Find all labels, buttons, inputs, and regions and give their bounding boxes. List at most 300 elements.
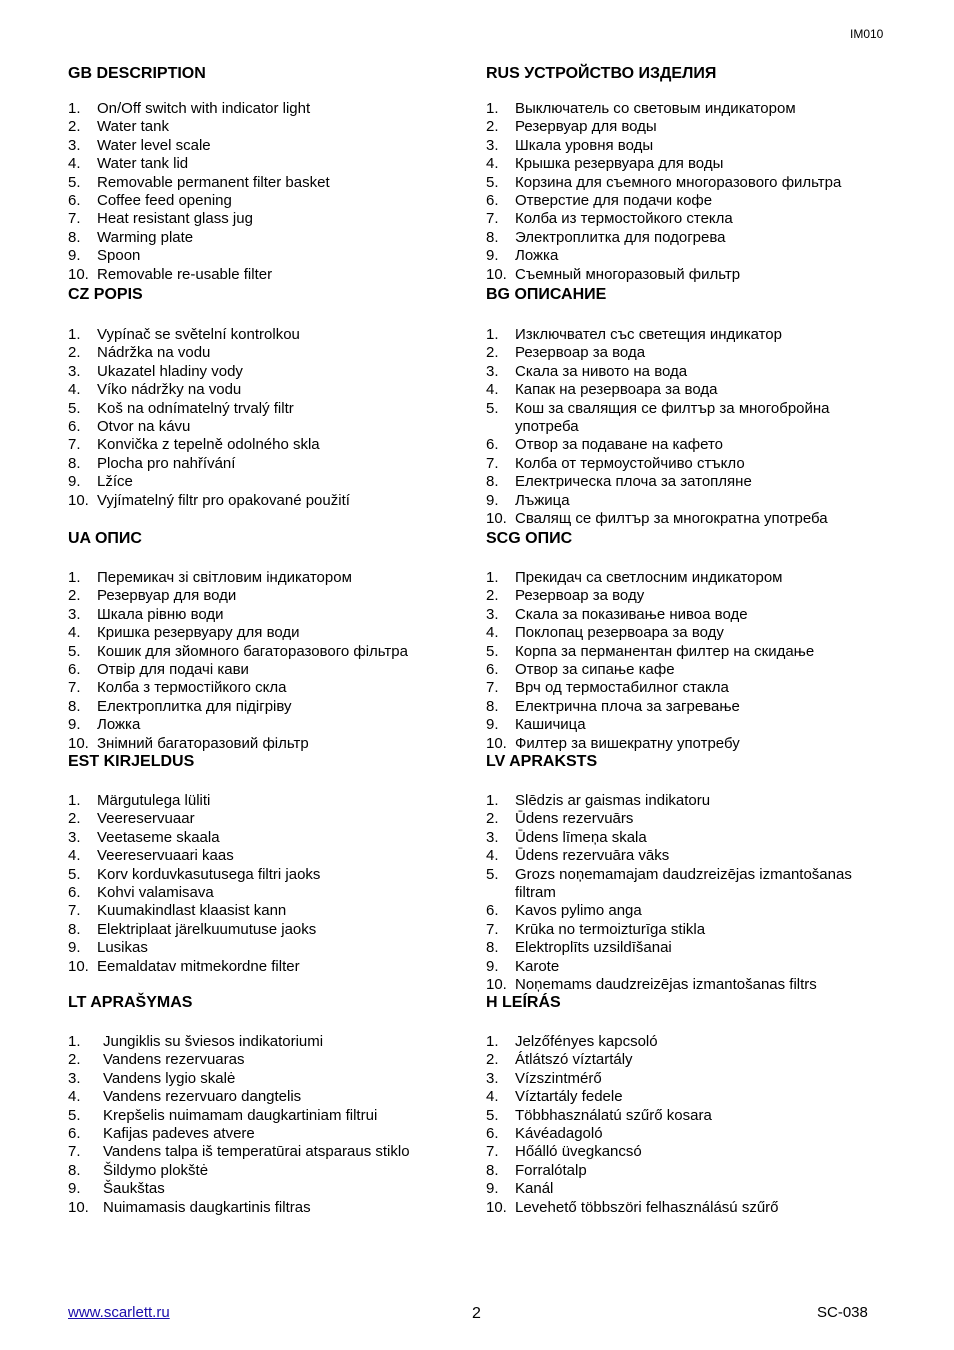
list-item	[486, 174, 886, 192]
list-item	[486, 229, 886, 247]
list-item	[68, 118, 478, 136]
item-text: Jelzőfényes kapcsoló	[515, 1033, 658, 1050]
item-number: 8.	[68, 920, 81, 938]
item-text: Выключатель со световым индикатором	[515, 100, 796, 117]
list-item	[68, 326, 478, 344]
item-text: Резервуар для воды	[515, 118, 657, 136]
item-list	[68, 100, 478, 284]
item-number: 5.	[68, 1106, 81, 1124]
item-number: 6.	[486, 1125, 499, 1143]
item-text: Крышка резервуара для воды	[515, 155, 724, 173]
item-text: Krūka no termoizturīga stikla	[515, 920, 706, 938]
list-item	[486, 137, 886, 155]
list-item	[486, 210, 886, 228]
item-number: 6.	[486, 661, 499, 679]
list-item	[486, 716, 886, 734]
item-text: Märgutulega lüliti	[97, 792, 211, 809]
list-item	[486, 247, 886, 265]
item-text: Колба от термоустойчиво стъкло	[515, 454, 745, 472]
item-text: Электроплитка для подогрева	[515, 228, 726, 246]
list-item	[486, 606, 886, 624]
item-text: Vyjímatelný filtr pro opakované použití	[97, 491, 350, 509]
item-text: Víko nádržky na vodu	[97, 381, 242, 399]
item-number: 2.	[486, 118, 499, 136]
list-item	[68, 100, 478, 118]
list-item	[68, 155, 478, 173]
list-item	[486, 363, 886, 381]
item-number: 4.	[68, 847, 81, 865]
item-number: 8.	[486, 1161, 499, 1179]
list-item	[486, 866, 886, 903]
item-list	[68, 792, 478, 976]
item-text: Átlátszó víztartály	[515, 1051, 633, 1069]
list-item	[68, 939, 478, 957]
item-number: 3.	[68, 828, 81, 846]
item-text: On/Off switch with indicator light	[97, 100, 311, 117]
item-number: 9.	[68, 716, 81, 734]
item-text: Резервоар за воду	[515, 587, 645, 605]
item-number: 6.	[486, 436, 499, 454]
section-rus	[486, 64, 886, 284]
item-text: Знімний багаторазовий фільтр	[97, 734, 309, 752]
item-number: 7.	[486, 210, 499, 228]
item-number: 3.	[486, 362, 499, 380]
item-number: 1.	[68, 569, 81, 586]
section-lt	[68, 993, 478, 1217]
item-text: Филтер за вишекратну употребу	[515, 734, 740, 752]
item-text: Електрическа плоча за затопляне	[515, 473, 752, 491]
list-item	[486, 1051, 886, 1069]
item-list	[68, 1033, 478, 1217]
item-number: 1.	[486, 326, 499, 343]
item-text: Kávéadagoló	[515, 1125, 603, 1143]
list-item	[68, 455, 478, 473]
item-number: 9.	[486, 247, 499, 265]
item-text: Water tank lid	[97, 155, 189, 173]
item-text: Karote	[515, 957, 560, 975]
list-item	[68, 902, 478, 920]
item-number: 2.	[486, 1051, 499, 1069]
list-item	[68, 174, 478, 192]
item-number: 3.	[68, 136, 81, 154]
list-item	[486, 326, 886, 344]
item-text: Kanál	[515, 1180, 554, 1198]
item-text: Vandens rezervuaras	[103, 1051, 245, 1069]
item-list	[486, 792, 886, 994]
item-list	[486, 100, 886, 284]
item-text: Ūdens rezervuārs	[515, 810, 634, 828]
list-item	[486, 100, 886, 118]
item-text: Скала за нивото на вода	[515, 362, 688, 380]
item-text: Többhasználatú szűrő kosara	[515, 1106, 712, 1124]
list-item	[68, 1070, 478, 1088]
item-number: 5.	[486, 865, 499, 883]
list-item	[68, 266, 478, 284]
list-item	[486, 698, 886, 716]
item-text: Vandens rezervuaro dangtelis	[103, 1088, 302, 1106]
item-number: 7.	[68, 679, 81, 697]
item-number: 10.	[486, 265, 507, 283]
item-number: 4.	[486, 1088, 499, 1106]
item-text: Ūdens līmeņa skala	[515, 828, 647, 846]
item-text: Резервуар для води	[97, 587, 237, 605]
list-item	[486, 1180, 886, 1198]
list-item	[486, 661, 886, 679]
item-number: 1.	[486, 1033, 499, 1050]
item-number: 8.	[68, 228, 81, 246]
item-number: 6.	[486, 902, 499, 920]
item-number: 3.	[486, 605, 499, 623]
list-item	[68, 344, 478, 362]
list-item	[68, 1180, 478, 1198]
item-number: 10.	[68, 265, 89, 283]
section-title: UA ОПИС	[68, 530, 142, 547]
list-item	[68, 400, 478, 418]
item-number: 8.	[486, 228, 499, 246]
item-text: Отвір для подачі кави	[97, 661, 249, 679]
item-text: Резервоар за вода	[515, 344, 646, 362]
item-text: Корпа за перманентан филтер на скидање	[515, 642, 815, 660]
list-item	[486, 902, 886, 920]
item-number: 2.	[486, 344, 499, 362]
item-number: 5.	[486, 1106, 499, 1124]
list-item	[486, 1033, 886, 1051]
list-item	[486, 958, 886, 976]
item-text: Прекидач са светлосним индикатором	[515, 569, 783, 586]
section-title: EST KIRJELDUS	[68, 753, 195, 770]
list-item	[68, 847, 478, 865]
item-number: 7.	[68, 436, 81, 454]
list-item	[486, 624, 886, 642]
item-text: Heat resistant glass jug	[97, 210, 253, 228]
item-text: Coffee feed opening	[97, 192, 232, 210]
item-list	[68, 326, 478, 510]
item-text: Veetaseme skaala	[97, 828, 220, 846]
item-text: Капак на резервоара за вода	[515, 381, 718, 399]
item-number: 6.	[68, 661, 81, 679]
list-item	[68, 1051, 478, 1069]
item-text: Отвор за подаване на кафето	[515, 436, 724, 454]
list-item	[486, 266, 886, 284]
item-number: 3.	[486, 1069, 499, 1087]
item-text: Ложка	[515, 247, 559, 265]
item-text: Vypínač se světelní kontrolkou	[97, 326, 300, 343]
list-item	[68, 137, 478, 155]
item-text: Eemaldatav mitmekordne filter	[97, 957, 300, 975]
item-number: 3.	[68, 362, 81, 380]
section-ua	[68, 529, 478, 753]
item-number: 6.	[68, 1125, 81, 1143]
list-item	[486, 829, 886, 847]
item-number: 8.	[486, 473, 499, 491]
item-list	[68, 569, 478, 753]
list-item	[486, 118, 886, 136]
item-text: Vízszintmérő	[515, 1069, 602, 1087]
item-list	[486, 569, 886, 753]
item-number: 5.	[68, 173, 81, 191]
list-item	[68, 792, 478, 810]
model-code: IM010	[850, 27, 884, 41]
item-number: 5.	[68, 642, 81, 660]
item-text: Konvička z tepelně odolného skla	[97, 436, 320, 454]
item-number: 8.	[68, 697, 81, 715]
item-text: Кошик для зйомного багаторазового фільтра	[97, 642, 408, 660]
section-h	[486, 993, 886, 1217]
item-number: 2.	[68, 1051, 81, 1069]
item-number: 4.	[486, 847, 499, 865]
list-item	[486, 1125, 886, 1143]
item-text: Свалящ се филтър за многократна употреба	[515, 510, 828, 528]
section-title: RUS УСТРОЙСТВО ИЗДЕЛИЯ	[486, 65, 717, 82]
item-list	[486, 326, 886, 528]
item-text: Kavos pylimo anga	[515, 902, 642, 920]
list-item	[486, 1162, 886, 1180]
item-number: 5.	[486, 399, 499, 417]
section-bg	[486, 285, 886, 528]
item-number: 2.	[68, 118, 81, 136]
section-title: LV APRAKSTS	[486, 753, 598, 770]
list-item	[68, 229, 478, 247]
item-text: Кришка резервуару для води	[97, 624, 300, 642]
item-text: Корзина для съемного многоразового фильтра	[515, 173, 842, 191]
item-number: 4.	[486, 155, 499, 173]
section-lv	[486, 752, 886, 994]
section-scg	[486, 529, 886, 753]
item-text: Removable permanent filter basket	[97, 173, 330, 191]
list-item	[68, 921, 478, 939]
list-item	[68, 958, 478, 976]
list-item	[68, 1199, 478, 1217]
section-title: BG ОПИСАНИЕ	[486, 286, 607, 303]
item-number: 2.	[486, 810, 499, 828]
item-text: Levehető többszöri felhasználású szűrő	[515, 1198, 779, 1216]
list-item	[486, 492, 886, 510]
item-text: Отверстие для подачи кофе	[515, 192, 713, 210]
section-title: H LEÍRÁS	[486, 994, 561, 1011]
list-item	[486, 679, 886, 697]
item-number: 8.	[68, 1161, 81, 1179]
list-item	[486, 1107, 886, 1125]
list-item	[486, 921, 886, 939]
item-text: Шкала уровня воды	[515, 136, 654, 154]
item-text: Ложка	[97, 716, 141, 734]
item-text: Elektroplīts uzsildīšanai	[515, 939, 672, 957]
item-number: 7.	[68, 210, 81, 228]
list-item	[68, 866, 478, 884]
item-text: Изключвател със светещия индикатор	[515, 326, 782, 343]
list-item	[68, 810, 478, 828]
item-number: 1.	[68, 100, 81, 117]
item-number: 6.	[68, 884, 81, 902]
list-item	[486, 735, 886, 753]
list-item	[68, 587, 478, 605]
item-number: 7.	[486, 679, 499, 697]
item-text: Veereservuaari kaas	[97, 847, 234, 865]
item-text: Електрична плоча за загревање	[515, 697, 740, 715]
item-number: 9.	[486, 957, 499, 975]
item-number: 7.	[68, 902, 81, 920]
list-item	[68, 884, 478, 902]
list-item	[68, 381, 478, 399]
section-title: SCG ОПИС	[486, 530, 573, 547]
item-text: Лъжица	[515, 491, 570, 509]
list-item	[68, 716, 478, 734]
list-item	[68, 829, 478, 847]
section-title: LT APRAŠYMAS	[68, 994, 193, 1011]
list-item	[68, 492, 478, 510]
list-item	[486, 155, 886, 173]
list-item	[486, 792, 886, 810]
list-item	[486, 344, 886, 362]
item-number: 7.	[68, 1143, 81, 1161]
list-item	[68, 735, 478, 753]
item-text: Nuimamasis daugkartinis filtras	[103, 1198, 311, 1216]
list-item	[68, 569, 478, 587]
item-text: Slēdzis ar gaismas indikatoru	[515, 792, 711, 809]
item-number: 4.	[486, 624, 499, 642]
item-text: Кашичица	[515, 716, 586, 734]
item-number: 5.	[486, 642, 499, 660]
list-item	[486, 643, 886, 661]
item-number: 1.	[68, 792, 81, 809]
item-number: 8.	[486, 697, 499, 715]
list-item	[486, 569, 886, 587]
item-text: Скала за показивање нивоа воде	[515, 605, 748, 623]
section-title: CZ POPIS	[68, 286, 143, 303]
item-text: Krepšelis nuimamam daugkartiniam filtrui	[103, 1106, 378, 1124]
item-text: Електроплитка для підігріву	[97, 697, 292, 715]
item-number: 5.	[68, 399, 81, 417]
list-item	[68, 698, 478, 716]
list-item	[68, 1143, 478, 1161]
item-text: Съемный многоразовый фильтр	[515, 265, 741, 283]
item-text: Lusikas	[97, 939, 148, 957]
item-text: Nádržka na vodu	[97, 344, 211, 362]
item-number: 3.	[486, 828, 499, 846]
item-text: Kohvi valamisava	[97, 884, 214, 902]
item-number: 4.	[486, 381, 499, 399]
list-item	[68, 210, 478, 228]
item-number: 9.	[486, 716, 499, 734]
list-item	[486, 810, 886, 828]
list-item	[68, 624, 478, 642]
website-link[interactable]: www.scarlett.ru	[68, 1304, 170, 1321]
item-text: Forralótalp	[515, 1161, 587, 1179]
item-text: Lžíce	[97, 473, 133, 491]
item-text: Grozs noņemamajam daudzreizējas izmantošanas filtram	[515, 865, 852, 902]
item-number: 10.	[486, 1198, 507, 1216]
item-number: 4.	[68, 1088, 81, 1106]
item-number: 10.	[68, 957, 89, 975]
section-est	[68, 752, 478, 976]
list-item	[486, 587, 886, 605]
item-number: 1.	[68, 326, 81, 343]
item-number: 1.	[486, 792, 499, 809]
item-text: Kafijas padeves atvere	[103, 1125, 255, 1143]
item-text: Jungiklis su šviesos indikatoriumi	[103, 1033, 324, 1050]
item-number: 10.	[68, 734, 89, 752]
item-text: Врч од термостабилног стакла	[515, 679, 729, 697]
item-number: 2.	[486, 587, 499, 605]
document-code: SC-038	[817, 1304, 868, 1321]
item-text: Elektriplaat järelkuumutuse jaoks	[97, 920, 317, 938]
item-text: Removable re-usable filter	[97, 265, 273, 283]
item-text: Water tank	[97, 118, 169, 136]
item-list	[486, 1033, 886, 1217]
item-number: 7.	[486, 454, 499, 472]
item-number: 1.	[68, 1033, 81, 1050]
list-item	[68, 606, 478, 624]
item-text: Water level scale	[97, 136, 211, 154]
item-text: Plocha pro nahřívání	[97, 454, 236, 472]
item-number: 2.	[68, 810, 81, 828]
list-item	[486, 473, 886, 491]
item-number: 10.	[68, 491, 89, 509]
item-text: Korv korduvkasutusega filtri jaoks	[97, 865, 321, 883]
list-item	[486, 400, 886, 437]
item-text: Spoon	[97, 247, 141, 265]
item-number: 9.	[68, 1180, 81, 1198]
list-item	[68, 1088, 478, 1106]
list-item	[486, 1070, 886, 1088]
list-item	[486, 192, 886, 210]
list-item	[68, 247, 478, 265]
item-number: 5.	[68, 865, 81, 883]
list-item	[68, 436, 478, 454]
item-number: 8.	[68, 454, 81, 472]
item-text: Hőálló üvegkancsó	[515, 1143, 642, 1161]
list-item	[68, 192, 478, 210]
item-text: Víztartály fedele	[515, 1088, 623, 1106]
section-cz	[68, 285, 478, 510]
item-number: 9.	[68, 939, 81, 957]
item-number: 1.	[486, 100, 499, 117]
item-text: Ūdens rezervuāra vāks	[515, 847, 670, 865]
list-item	[486, 1199, 886, 1217]
item-text: Ukazatel hladiny vody	[97, 362, 243, 380]
item-number: 7.	[486, 920, 499, 938]
item-text: Warming plate	[97, 228, 194, 246]
list-item	[68, 1125, 478, 1143]
item-number: 5.	[486, 173, 499, 191]
list-item	[68, 363, 478, 381]
item-number: 10.	[68, 1198, 89, 1216]
item-number: 3.	[68, 605, 81, 623]
item-text: Vandens lygio skalė	[103, 1069, 236, 1087]
section-title: GB DESCRIPTION	[68, 65, 206, 82]
item-number: 10.	[486, 510, 507, 528]
item-number: 9.	[68, 473, 81, 491]
item-text: Veereservuaar	[97, 810, 195, 828]
list-item	[486, 381, 886, 399]
item-text: Шкала рівню води	[97, 605, 224, 623]
item-number: 9.	[486, 491, 499, 509]
item-text: Перемикач зі світловим індикатором	[97, 569, 352, 586]
list-item	[68, 473, 478, 491]
item-number: 2.	[68, 587, 81, 605]
item-number: 4.	[68, 624, 81, 642]
item-text: Otvor na kávu	[97, 418, 191, 436]
list-item	[486, 436, 886, 454]
list-item	[68, 679, 478, 697]
item-text: Колба з термостійкого скла	[97, 679, 287, 697]
item-text: Колба из термостойкого стекла	[515, 210, 733, 228]
list-item	[486, 510, 886, 528]
list-item	[68, 418, 478, 436]
item-number: 6.	[486, 192, 499, 210]
item-number: 6.	[68, 192, 81, 210]
page-number: 2	[472, 1305, 481, 1322]
